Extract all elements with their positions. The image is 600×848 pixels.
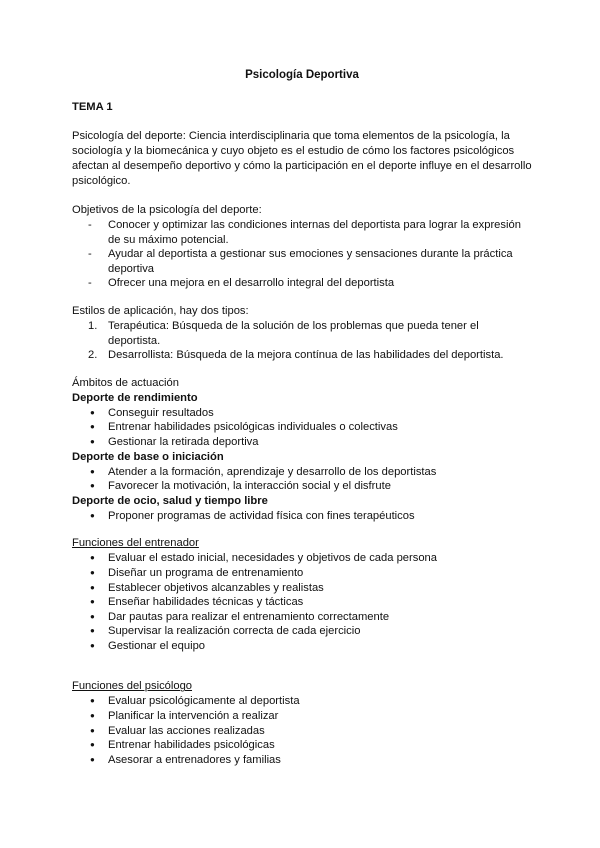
ambitos-heading: Ámbitos de actuación: [72, 376, 179, 389]
list-item: ● Diseñar un programa de entrenamiento: [72, 566, 532, 581]
list-item: ● Gestionar la retirada deportiva: [72, 435, 532, 450]
list-item: - Ayudar al deportista a gestionar sus emociones y sensaciones durante la práctica deportiva: [72, 247, 532, 276]
spacer: [72, 653, 532, 679]
list-item: ● Evaluar las acciones realizadas: [72, 724, 532, 739]
list-item: ● Entrenar habilidades psicológicas individuales o colectivas: [72, 420, 532, 435]
list-item: ● Establecer objetivos alcanzables y realistas: [72, 581, 532, 596]
list-item: ● Evaluar psicológicamente al deportista: [72, 694, 532, 709]
list-item: - Ofrecer una mejora en el desarrollo integral del deportista: [72, 276, 532, 291]
list-item: ● Supervisar la realización correcta de cada ejercicio: [72, 624, 532, 639]
ambitos-section: [72, 376, 532, 524]
estilos-section: [72, 304, 532, 363]
list-item: ● Dar pautas para realizar el entrenamiento correctamente: [72, 610, 532, 625]
list-item: ● Proponer programas de actividad física con fines terapéuticos: [72, 509, 532, 524]
document-title: Psicología Deportiva: [245, 69, 359, 81]
psicologo-list: [72, 694, 532, 767]
list-number: 1.: [88, 319, 98, 332]
list-number: 2.: [88, 349, 98, 362]
list-item: ● Atender a la formación, aprendizaje y desarrollo de los deportistas: [72, 465, 532, 480]
list-item: ● Gestionar el equipo: [72, 639, 532, 654]
list-item: ● Evaluar el estado inicial, necesidades y objetivos de cada persona: [72, 551, 532, 566]
list-item: ● Enseñar habilidades técnicas y tácticas: [72, 595, 532, 610]
list-item: [72, 319, 532, 348]
section-heading-tema: TEMA 1: [72, 101, 113, 113]
group-title-base: Deporte de base o iniciación: [72, 450, 224, 463]
group-title-ocio: Deporte de ocio, salud y tiempo libre: [72, 494, 268, 507]
list-item: ● Asesorar a entrenadores y familias: [72, 753, 532, 768]
rendimiento-list: [72, 406, 532, 450]
ocio-list: [72, 509, 532, 524]
psicologo-heading: Funciones del psicólogo: [72, 680, 193, 693]
entrenador-list: [72, 551, 532, 653]
list-item: ● Entrenar habilidades psicológicas: [72, 738, 532, 753]
psicologo-section: [72, 679, 532, 767]
definition-paragraph: Psicología del deporte: Ciencia interdisciplinaria que toma elementos de la psicología, la sociología y la biomecánica y cuyo objeto es el estudio de cómo los factores psicológicos afectan al desempeño deportivo y cómo la participación en el deporte influye en el desarrollo psicológico.: [72, 130, 532, 187]
entrenador-section: [72, 536, 532, 653]
list-item: ● Conseguir resultados: [72, 406, 532, 421]
list-item-text: Desarrollista: Búsqueda de la mejora contínua de las habilidades del deportista.: [108, 349, 504, 362]
objetivos-heading: Objetivos de la psicología del deporte:: [72, 204, 262, 216]
base-list: [72, 465, 532, 494]
list-item: [72, 348, 532, 363]
estilos-list: [72, 319, 532, 363]
group-title-rendimiento: Deporte de rendimiento: [72, 391, 198, 404]
list-item: - Conocer y optimizar las condiciones internas del deportista para lograr la expresión de su máximo potencial.: [72, 218, 532, 247]
estilos-heading: Estilos de aplicación, hay dos tipos:: [72, 304, 249, 317]
objetivos-section: [72, 203, 532, 291]
list-item-text: Terapéutica: Búsqueda de la solución de los problemas que pueda tener el deportista.: [108, 319, 479, 347]
objetivos-list: [72, 218, 532, 291]
list-item: ● Planificar la intervención a realizar: [72, 709, 532, 724]
list-item: ● Favorecer la motivación, la interacción social y el disfrute: [72, 479, 532, 494]
entrenador-heading: Funciones del entrenador: [72, 537, 199, 550]
document-page: [72, 68, 532, 767]
